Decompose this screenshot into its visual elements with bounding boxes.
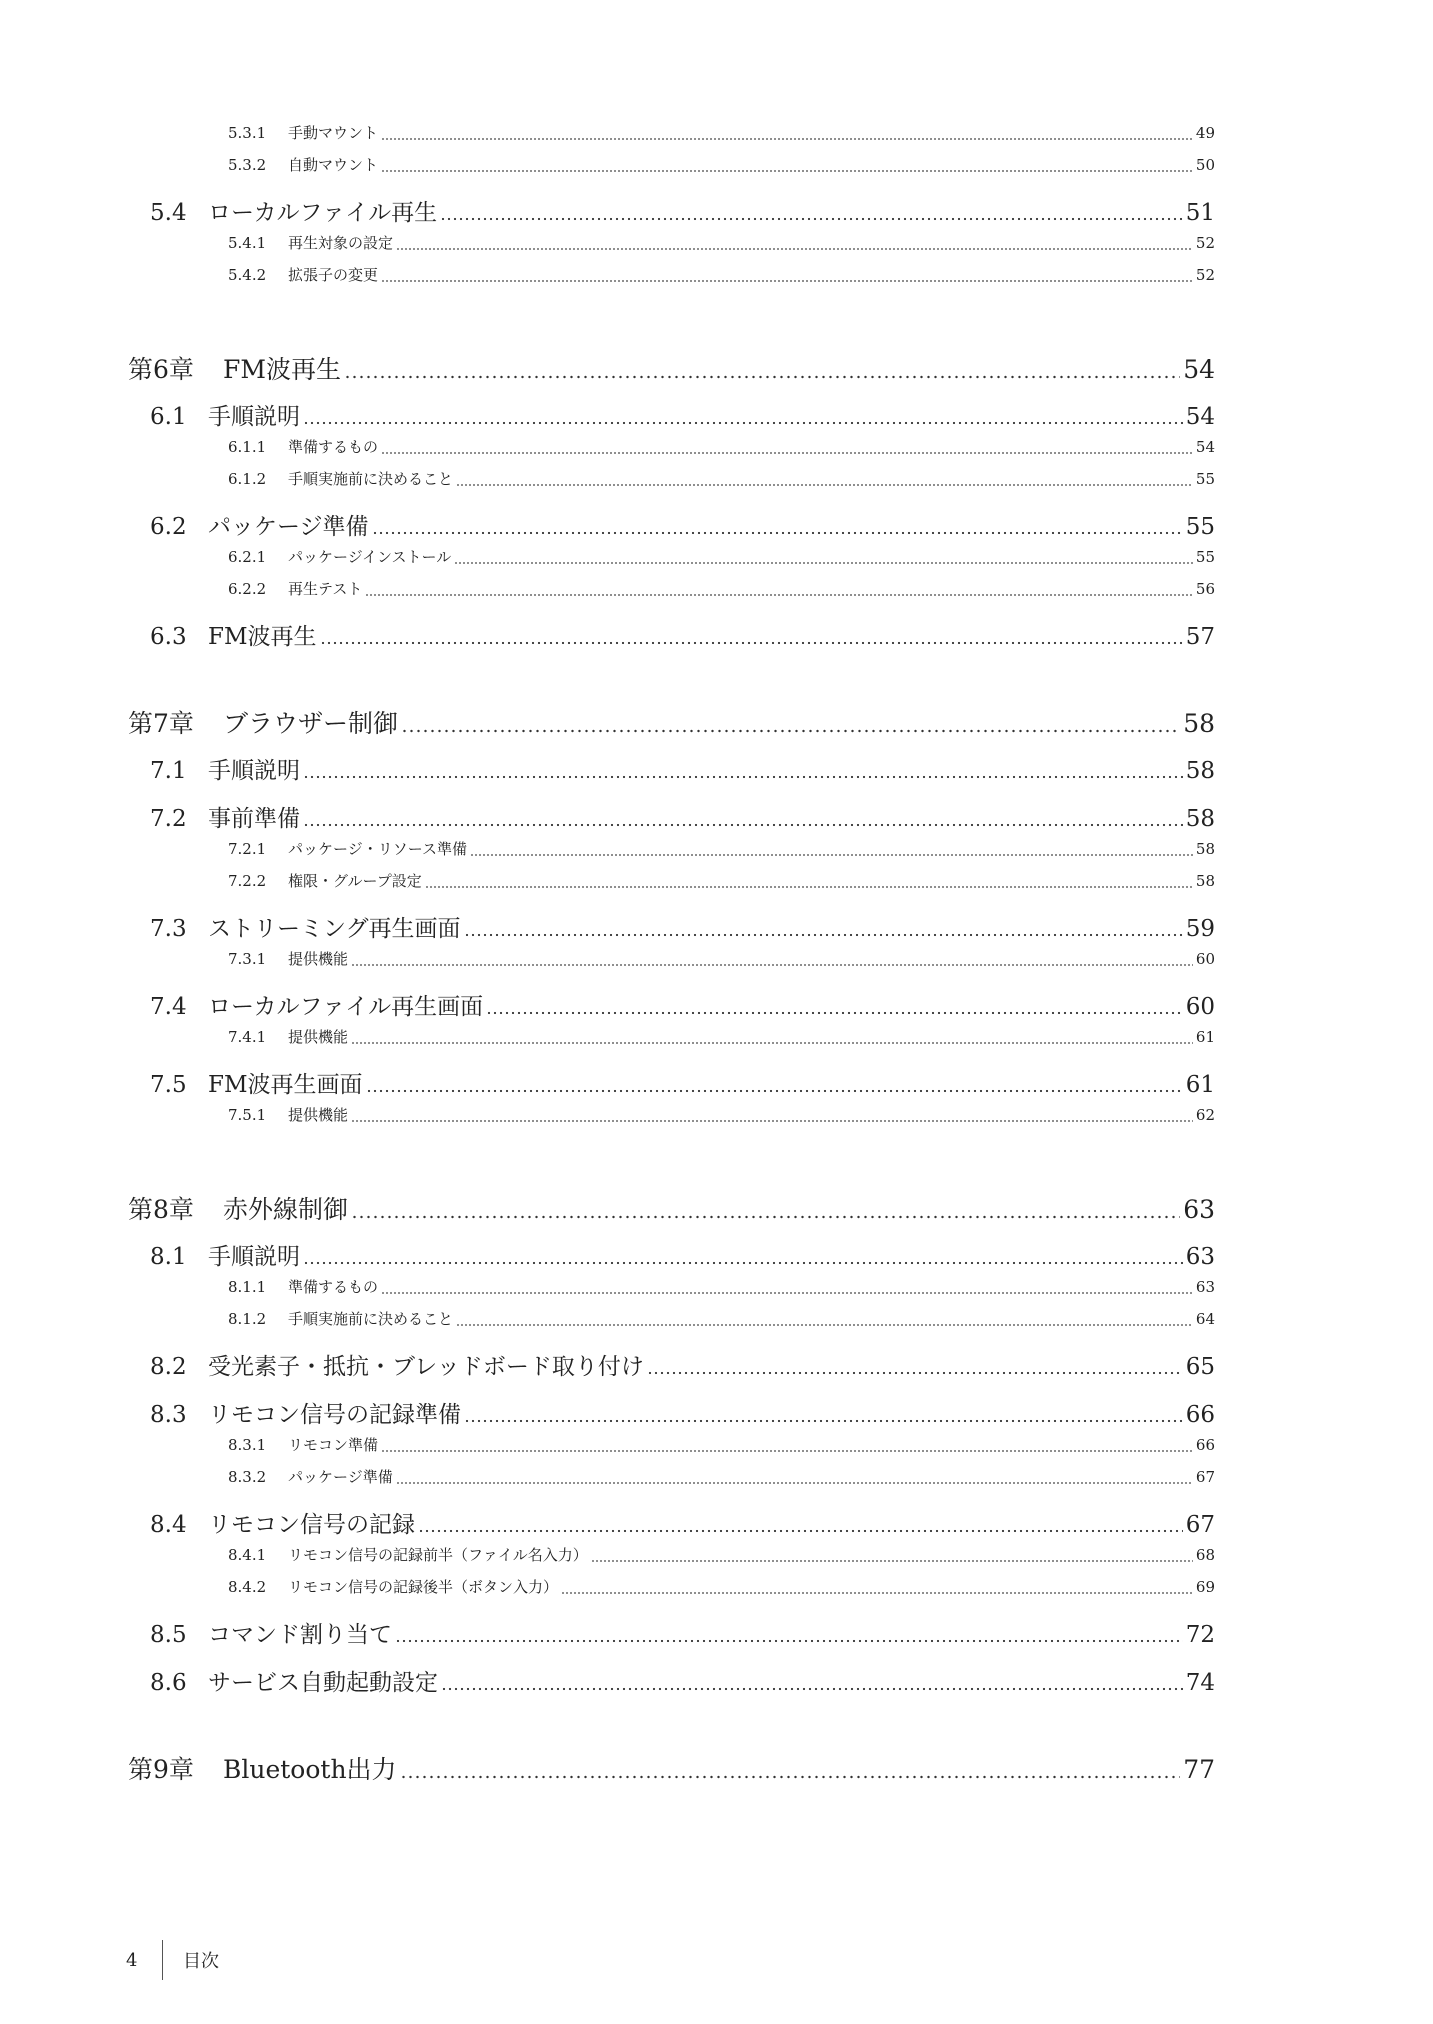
toc-entry-title: パッケージインストール <box>288 548 452 566</box>
toc-entry-page: 67 <box>1195 1468 1215 1486</box>
toc-chapter-entry[interactable] <box>128 704 1215 738</box>
toc-entry-number: 7.1 <box>150 758 187 784</box>
dot-leader <box>351 1026 1193 1048</box>
toc-entry-title: 準備するもの <box>288 438 379 456</box>
toc-entry-page: 51 <box>1185 200 1215 226</box>
toc-entry-page: 63 <box>1183 1195 1215 1224</box>
toc-entry-page: 69 <box>1195 1578 1215 1596</box>
dot-leader <box>303 1238 1183 1270</box>
toc-entry-title: 再生テスト <box>288 580 363 598</box>
toc-section-entry[interactable] <box>150 1396 1215 1428</box>
toc-entry-number: 第9章 <box>128 1755 194 1784</box>
toc-chapter-entry[interactable] <box>128 1750 1215 1784</box>
toc-section-entry[interactable] <box>150 1348 1215 1380</box>
toc-entry-title: パッケージ準備 <box>288 1468 393 1486</box>
toc-entry-number: 8.4 <box>150 1512 187 1538</box>
toc-entry-page: 58 <box>1195 840 1215 858</box>
toc-entry-number: 第8章 <box>128 1195 194 1224</box>
toc-section-entry[interactable] <box>150 194 1215 226</box>
toc-entry-title: Bluetooth出力 <box>223 1755 397 1784</box>
dot-leader <box>381 122 1193 144</box>
toc-entry-title: FM波再生 <box>208 624 317 650</box>
toc-entry-page: 72 <box>1185 1622 1215 1648</box>
toc-entry-title: 権限・グループ設定 <box>288 872 422 890</box>
toc-entry-title: 受光素子・抵抗・ブレッドボード取り付け <box>208 1354 644 1380</box>
toc-entry-page: 49 <box>1195 124 1215 142</box>
toc-entry-number: 第7章 <box>128 709 194 738</box>
dot-leader <box>381 436 1193 458</box>
toc-entry-title: パッケージ準備 <box>208 514 369 540</box>
toc-entry-page: 68 <box>1195 1546 1215 1564</box>
toc-subsection-entry[interactable] <box>228 1466 1215 1488</box>
toc-entry-number: 6.1.2 <box>228 470 267 488</box>
toc-entry-title: 提供機能 <box>288 1106 349 1124</box>
dot-leader <box>381 264 1193 286</box>
toc-entry-page: 67 <box>1185 1512 1215 1538</box>
dot-leader <box>320 618 1183 650</box>
toc-entry-page: 54 <box>1195 438 1215 456</box>
dot-leader <box>395 1616 1183 1648</box>
dot-leader <box>381 154 1193 176</box>
toc-entry-title: コマンド割り当て <box>208 1622 392 1648</box>
toc-entry-number: 5.4.2 <box>228 266 267 284</box>
toc-section-entry[interactable] <box>150 752 1215 784</box>
toc-subsection-entry[interactable] <box>228 232 1215 254</box>
toc-subsection-entry[interactable] <box>228 948 1215 970</box>
toc-section-entry[interactable] <box>150 1616 1215 1648</box>
toc-entry-number: 8.6 <box>150 1670 187 1696</box>
toc-entry-number: 7.4.1 <box>228 1028 267 1046</box>
toc-entry-page: 58 <box>1183 709 1215 738</box>
toc-subsection-entry[interactable] <box>228 1308 1215 1330</box>
toc-chapter-entry[interactable] <box>128 1190 1215 1224</box>
toc-entry-title: 手順説明 <box>208 758 300 784</box>
toc-entry-number: 5.3.1 <box>228 124 267 142</box>
toc-entry-page: 57 <box>1185 624 1215 650</box>
toc-entry-number: 6.2.2 <box>228 580 267 598</box>
toc-entry-number: 6.2.1 <box>228 548 267 566</box>
dot-leader <box>303 752 1183 784</box>
toc-subsection-entry[interactable] <box>228 546 1215 568</box>
dot-leader <box>344 350 1180 384</box>
toc-entry-number: 7.3.1 <box>228 950 267 968</box>
toc-subsection-entry[interactable] <box>228 436 1215 458</box>
toc-entry-number: 6.1.1 <box>228 438 267 456</box>
toc-entry-page: 61 <box>1195 1028 1215 1046</box>
dot-leader <box>441 1664 1183 1696</box>
toc-subsection-entry[interactable] <box>228 838 1215 860</box>
toc-entry-title: 準備するもの <box>288 1278 379 1296</box>
dot-leader <box>440 194 1183 226</box>
toc-entry-title: サービス自動起動設定 <box>208 1670 438 1696</box>
dot-leader <box>464 1396 1183 1428</box>
toc-entry-page: 58 <box>1185 806 1215 832</box>
toc-entry-number: 8.1.1 <box>228 1278 267 1296</box>
toc-entry-page: 63 <box>1195 1278 1215 1296</box>
toc-entry-number: 6.2 <box>150 514 187 540</box>
dot-leader <box>365 578 1193 600</box>
toc-entry-number: 5.3.2 <box>228 156 267 174</box>
toc-subsection-entry[interactable] <box>228 122 1215 144</box>
toc-entry-number: 7.2.2 <box>228 872 267 890</box>
toc-entry-title: リモコン信号の記録 <box>208 1512 415 1538</box>
dot-leader <box>396 1466 1193 1488</box>
toc-entry-page: 65 <box>1185 1354 1215 1380</box>
toc-entry-page: 55 <box>1195 548 1215 566</box>
dot-leader <box>400 1750 1181 1784</box>
dot-leader <box>591 1544 1193 1566</box>
toc-entry-number: 8.2 <box>150 1354 187 1380</box>
dot-leader <box>366 1066 1183 1098</box>
toc-entry-page: 66 <box>1185 1402 1215 1428</box>
toc-entry-page: 58 <box>1195 872 1215 890</box>
toc-subsection-entry[interactable] <box>228 1544 1215 1566</box>
dot-leader <box>372 508 1183 540</box>
toc-section-entry[interactable] <box>150 508 1215 540</box>
toc-chapter-entry[interactable] <box>128 350 1215 384</box>
toc-entry-title: リモコン準備 <box>288 1436 379 1454</box>
toc-entry-page: 54 <box>1185 404 1215 430</box>
toc-entry-page: 66 <box>1195 1436 1215 1454</box>
toc-entry-number: 8.1 <box>150 1244 187 1270</box>
toc-subsection-entry[interactable] <box>228 1276 1215 1298</box>
dot-leader <box>425 870 1193 892</box>
dot-leader <box>464 910 1183 942</box>
toc-entry-title: ストリーミング再生画面 <box>208 916 461 942</box>
footer-page-number: 4 <box>126 1949 138 1971</box>
toc-entry-page: 52 <box>1195 234 1215 252</box>
dot-leader <box>381 1276 1193 1298</box>
toc-entry-page: 60 <box>1185 994 1215 1020</box>
toc-entry-page: 55 <box>1195 470 1215 488</box>
toc-entry-title: リモコン信号の記録後半（ボタン入力） <box>288 1578 559 1596</box>
toc-subsection-entry[interactable] <box>228 1026 1215 1048</box>
toc-entry-title: FM波再生 <box>223 355 341 384</box>
toc-entry-page: 58 <box>1185 758 1215 784</box>
toc-entry-number: 7.3 <box>150 916 187 942</box>
toc-entry-page: 55 <box>1185 514 1215 540</box>
toc-section-entry[interactable] <box>150 1664 1215 1696</box>
toc-entry-title: 事前準備 <box>208 806 300 832</box>
toc-entry-title: FM波再生画面 <box>208 1072 363 1098</box>
dot-leader <box>396 232 1193 254</box>
dot-leader <box>418 1506 1183 1538</box>
toc-entry-number: 8.1.2 <box>228 1310 267 1328</box>
toc-entry-title: パッケージ・リソース準備 <box>288 840 467 858</box>
toc-entry-title: 手順実施前に決めること <box>288 1310 454 1328</box>
dot-leader <box>561 1576 1193 1598</box>
toc-entry-number: 8.4.1 <box>228 1546 267 1564</box>
dot-leader <box>647 1348 1183 1380</box>
toc-entry-page: 61 <box>1185 1072 1215 1098</box>
toc-entry-title: 手順説明 <box>208 1244 300 1270</box>
toc-entry-number: 7.5.1 <box>228 1106 267 1124</box>
toc-entry-title: 自動マウント <box>288 156 379 174</box>
dot-leader <box>303 800 1183 832</box>
toc-entry-number: 第6章 <box>128 355 194 384</box>
toc-entry-title: 赤外線制御 <box>223 1195 349 1224</box>
footer-section-name: 目次 <box>183 1951 219 1972</box>
toc-entry-number: 5.4 <box>150 200 187 226</box>
dot-leader <box>486 988 1183 1020</box>
toc-entry-page: 77 <box>1183 1755 1215 1784</box>
toc-entry-number: 8.3.2 <box>228 1468 267 1486</box>
toc-entry-number: 8.3.1 <box>228 1436 267 1454</box>
toc-section-entry[interactable] <box>150 800 1215 832</box>
toc-entry-number: 7.2.1 <box>228 840 267 858</box>
toc-entry-title: 手動マウント <box>288 124 379 142</box>
toc-entry-number: 6.1 <box>150 404 187 430</box>
dot-leader <box>454 546 1193 568</box>
toc-section-entry[interactable] <box>150 1506 1215 1538</box>
dot-leader <box>303 398 1183 430</box>
dot-leader <box>456 1308 1193 1330</box>
dot-leader <box>456 468 1193 490</box>
toc-section-entry[interactable] <box>150 1238 1215 1270</box>
toc-entry-page: 59 <box>1185 916 1215 942</box>
toc-entry-page: 64 <box>1195 1310 1215 1328</box>
toc-section-entry[interactable] <box>150 618 1215 650</box>
toc-entry-page: 56 <box>1195 580 1215 598</box>
footer-divider <box>162 1940 163 1980</box>
toc-entry-page: 63 <box>1185 1244 1215 1270</box>
toc-entry-page: 62 <box>1195 1106 1215 1124</box>
toc-entry-number: 8.5 <box>150 1622 187 1648</box>
toc-section-entry[interactable] <box>150 988 1215 1020</box>
toc-entry-number: 6.3 <box>150 624 187 650</box>
dot-leader <box>401 704 1180 738</box>
toc-entry-number: 7.2 <box>150 806 187 832</box>
toc-subsection-entry[interactable] <box>228 264 1215 286</box>
toc-entry-number: 7.4 <box>150 994 187 1020</box>
dot-leader <box>351 948 1193 970</box>
toc-subsection-entry[interactable] <box>228 468 1215 490</box>
toc-entry-page: 74 <box>1185 1670 1215 1696</box>
toc-entry-number: 8.4.2 <box>228 1578 267 1596</box>
toc-subsection-entry[interactable] <box>228 1434 1215 1456</box>
toc-entry-title: 手順実施前に決めること <box>288 470 454 488</box>
toc-subsection-entry[interactable] <box>228 154 1215 176</box>
toc-entry-title: ローカルファイル再生 <box>208 200 438 226</box>
toc-entry-title: ブラウザー制御 <box>223 709 399 738</box>
toc-subsection-entry[interactable] <box>228 870 1215 892</box>
toc-section-entry[interactable] <box>150 398 1215 430</box>
page-footer <box>126 1935 219 1985</box>
toc-entry-title: 再生対象の設定 <box>288 234 394 252</box>
toc-entry-page: 60 <box>1195 950 1215 968</box>
toc-entry-title: リモコン信号の記録準備 <box>208 1402 461 1428</box>
toc-section-entry[interactable] <box>150 910 1215 942</box>
toc-entry-page: 52 <box>1195 266 1215 284</box>
dot-leader <box>351 1104 1193 1126</box>
toc-entry-number: 5.4.1 <box>228 234 267 252</box>
toc-entry-title: 手順説明 <box>208 404 300 430</box>
toc-subsection-entry[interactable] <box>228 578 1215 600</box>
toc-entry-title: 提供機能 <box>288 1028 349 1046</box>
toc-entry-number: 7.5 <box>150 1072 187 1098</box>
toc-entry-title: ローカルファイル再生画面 <box>208 994 484 1020</box>
toc-entry-page: 54 <box>1183 355 1215 384</box>
dot-leader <box>381 1434 1193 1456</box>
dot-leader <box>351 1190 1180 1224</box>
toc-subsection-entry[interactable] <box>228 1104 1215 1126</box>
toc-entry-title: 提供機能 <box>288 950 349 968</box>
toc-entry-number: 8.3 <box>150 1402 187 1428</box>
toc-subsection-entry[interactable] <box>228 1576 1215 1598</box>
toc-entry-page: 50 <box>1195 156 1215 174</box>
toc-entry-title: 拡張子の変更 <box>288 266 379 284</box>
dot-leader <box>470 838 1193 860</box>
toc-entry-title: リモコン信号の記録前半（ファイル名入力） <box>288 1546 588 1564</box>
toc-section-entry[interactable] <box>150 1066 1215 1098</box>
